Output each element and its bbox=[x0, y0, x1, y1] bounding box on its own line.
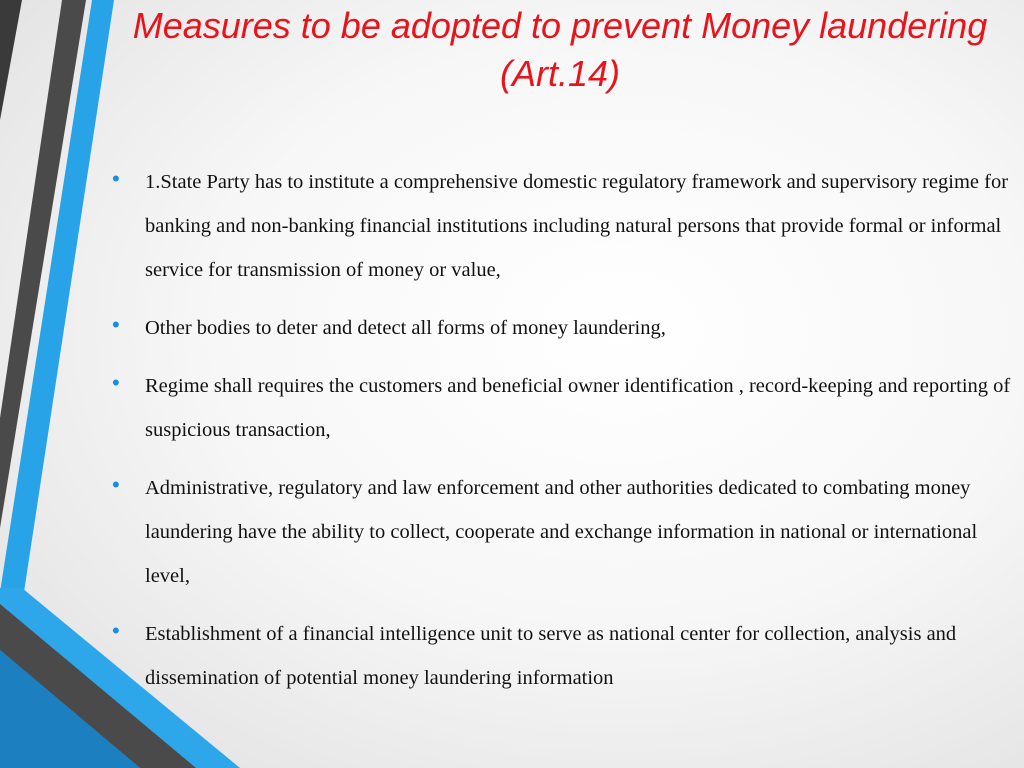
stripe-dark-left bbox=[0, 0, 22, 120]
bullet-text: Other bodies to deter and detect all forms of money laundering, bbox=[145, 317, 666, 339]
bullet-dot-icon: • bbox=[112, 166, 120, 191]
bullet-dot-icon: • bbox=[112, 472, 120, 497]
bullet-text: Establishment of a financial intelligence unit to serve as national center for collection, analysis and dissemination of potential money laundering information bbox=[145, 623, 957, 689]
bullet-text: Administrative, regulatory and law enforcement and other authorities dedicated to combating money laundering have the ability to collect, cooperate and exchange information in national or international level, bbox=[145, 477, 978, 587]
bullet-item bbox=[112, 364, 1012, 452]
bullet-list bbox=[112, 160, 1012, 714]
bullet-text: Regime shall requires the customers and beneficial owner identification , record-keeping and reporting of suspicious transaction, bbox=[145, 375, 1011, 441]
slide-title: Measures to be adopted to prevent Money laundering (Art.14) bbox=[132, 5, 988, 94]
bullet-dot-icon: • bbox=[112, 312, 120, 337]
bullet-dot-icon: • bbox=[112, 618, 120, 643]
bullet-dot-icon: • bbox=[112, 370, 120, 395]
bullet-item bbox=[112, 612, 1012, 700]
bullet-text: 1.State Party has to institute a comprehensive domestic regulatory framework and supervisory regime for banking and non-banking financial institutions including natural persons that provide formal or informal service for transmission of money or value, bbox=[145, 171, 1009, 281]
bullet-item bbox=[112, 306, 1012, 350]
bullet-item bbox=[112, 160, 1012, 292]
bullet-item bbox=[112, 466, 1012, 598]
